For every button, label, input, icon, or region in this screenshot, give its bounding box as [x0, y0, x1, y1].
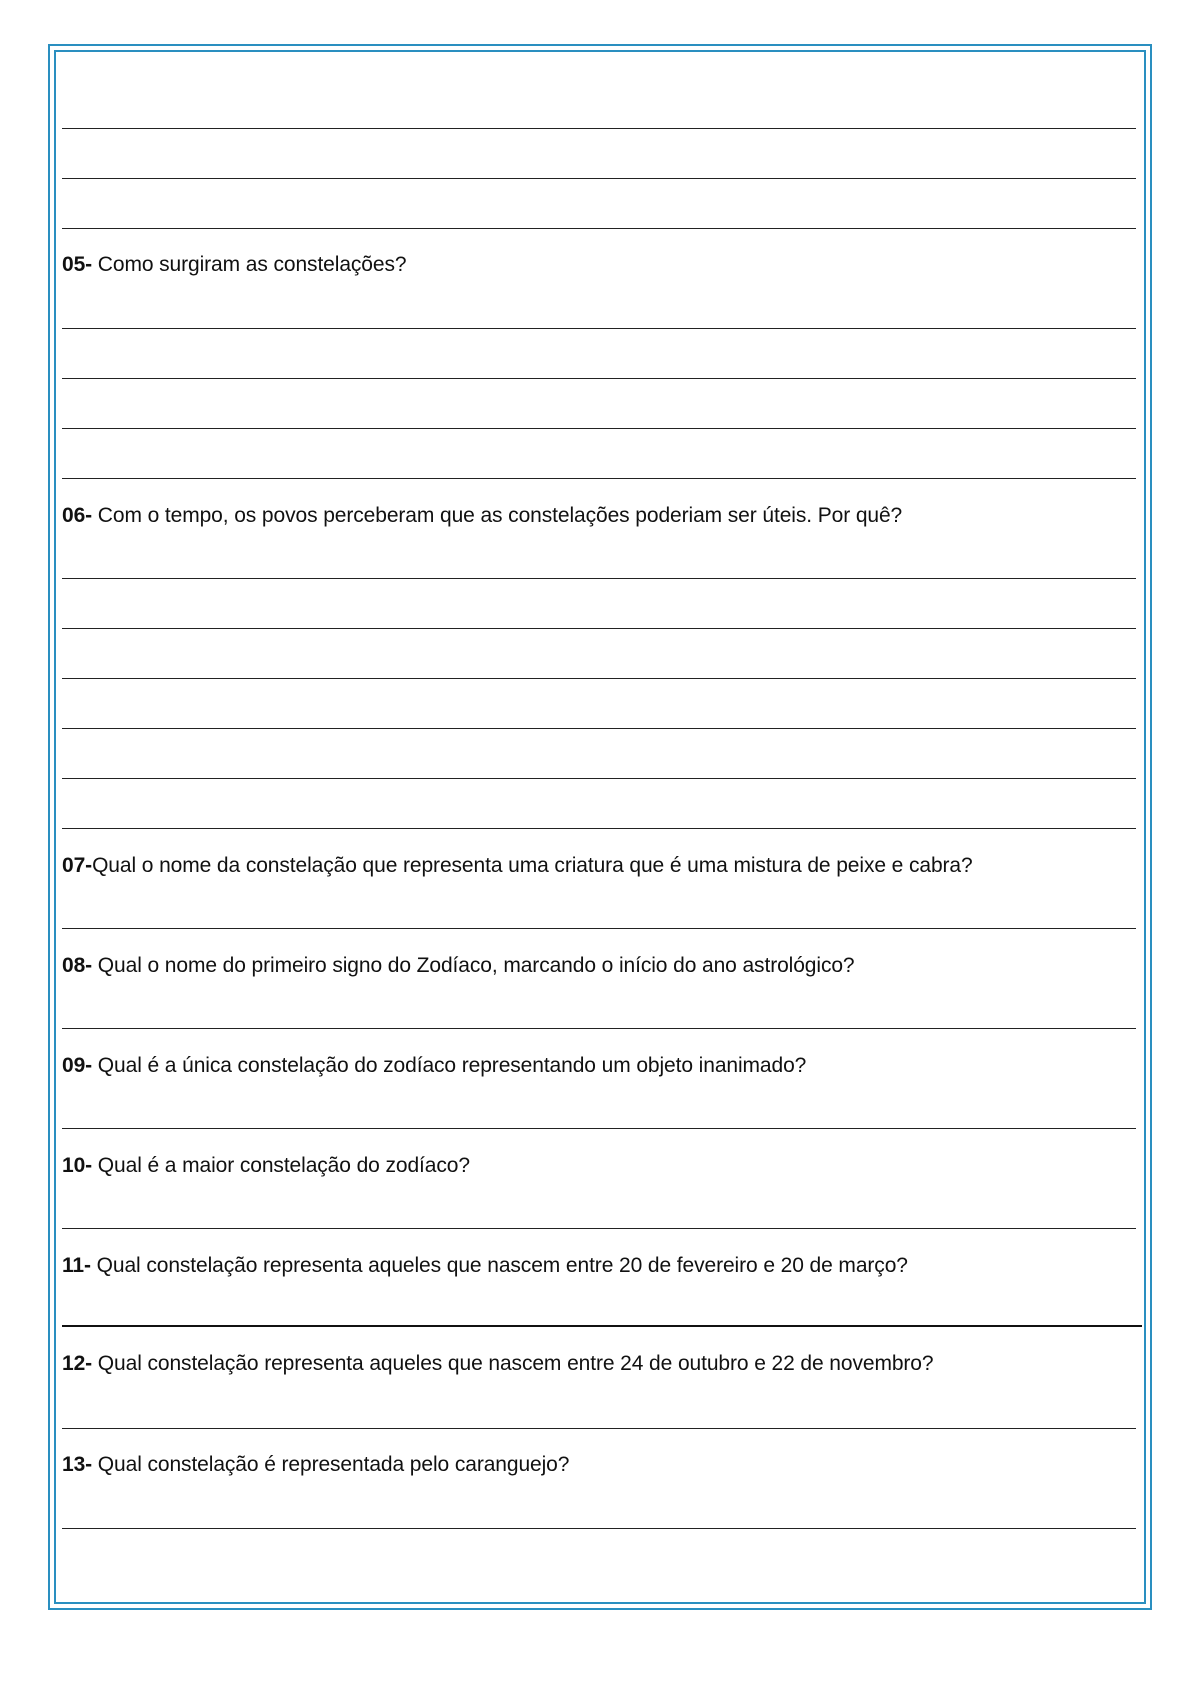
worksheet — [62, 50, 1138, 1604]
answer-line[interactable] — [62, 1528, 1136, 1529]
answer-line[interactable] — [62, 128, 1136, 129]
answer-line[interactable] — [62, 328, 1136, 329]
question-08 — [62, 953, 855, 979]
answer-line[interactable] — [62, 628, 1136, 629]
answer-line[interactable] — [62, 228, 1136, 229]
question-13 — [62, 1452, 569, 1478]
answer-line[interactable] — [62, 678, 1136, 679]
question-number: 09- — [62, 1054, 93, 1077]
answer-line[interactable] — [62, 1128, 1136, 1129]
answer-line[interactable] — [62, 1428, 1136, 1429]
question-number: 11- — [62, 1254, 91, 1277]
answer-line[interactable] — [62, 578, 1136, 579]
question-number: 08- — [62, 954, 93, 977]
answer-line[interactable] — [62, 1228, 1136, 1229]
question-09 — [62, 1053, 806, 1079]
question-text: Qual o nome do primeiro signo do Zodíaco, marcando o início do ano astrológico? — [92, 954, 855, 977]
answer-line[interactable] — [62, 728, 1136, 729]
question-text: Qual é a maior constelação do zodíaco? — [92, 1154, 470, 1177]
answer-line[interactable] — [62, 778, 1136, 779]
question-12 — [62, 1351, 933, 1377]
question-text: Qual constelação é representada pelo caranguejo? — [92, 1453, 570, 1476]
answer-line[interactable] — [62, 928, 1136, 929]
question-10 — [62, 1153, 470, 1179]
answer-line[interactable] — [62, 1028, 1136, 1029]
answer-line[interactable] — [62, 378, 1136, 379]
question-11 — [62, 1253, 908, 1279]
answer-line[interactable] — [62, 1325, 1142, 1327]
question-number: 06- — [62, 504, 93, 527]
answer-line[interactable] — [62, 178, 1136, 179]
answer-line[interactable] — [62, 828, 1136, 829]
question-text: Qual constelação representa aqueles que nascem entre 24 de outubro e 22 de novembro? — [92, 1352, 934, 1375]
question-06 — [62, 503, 902, 529]
answer-line[interactable] — [62, 428, 1136, 429]
question-number: 10- — [62, 1154, 93, 1177]
question-text: Qual o nome da constelação que representa uma criatura que é uma mistura de peixe e cabra? — [92, 854, 973, 877]
question-number: 13- — [62, 1453, 93, 1476]
question-text: Qual é a única constelação do zodíaco representando um objeto inanimado? — [92, 1054, 807, 1077]
question-number: 05- — [62, 253, 93, 276]
answer-line[interactable] — [62, 478, 1136, 479]
question-07 — [62, 853, 973, 879]
question-text: Como surgiram as constelações? — [92, 253, 407, 276]
question-number: 07- — [62, 854, 93, 877]
question-number: 12- — [62, 1352, 93, 1375]
question-text: Com o tempo, os povos perceberam que as constelações poderiam ser úteis. Por quê? — [92, 504, 903, 527]
question-text: Qual constelação representa aqueles que nascem entre 20 de fevereiro e 20 de março? — [90, 1254, 908, 1277]
question-05 — [62, 252, 406, 278]
